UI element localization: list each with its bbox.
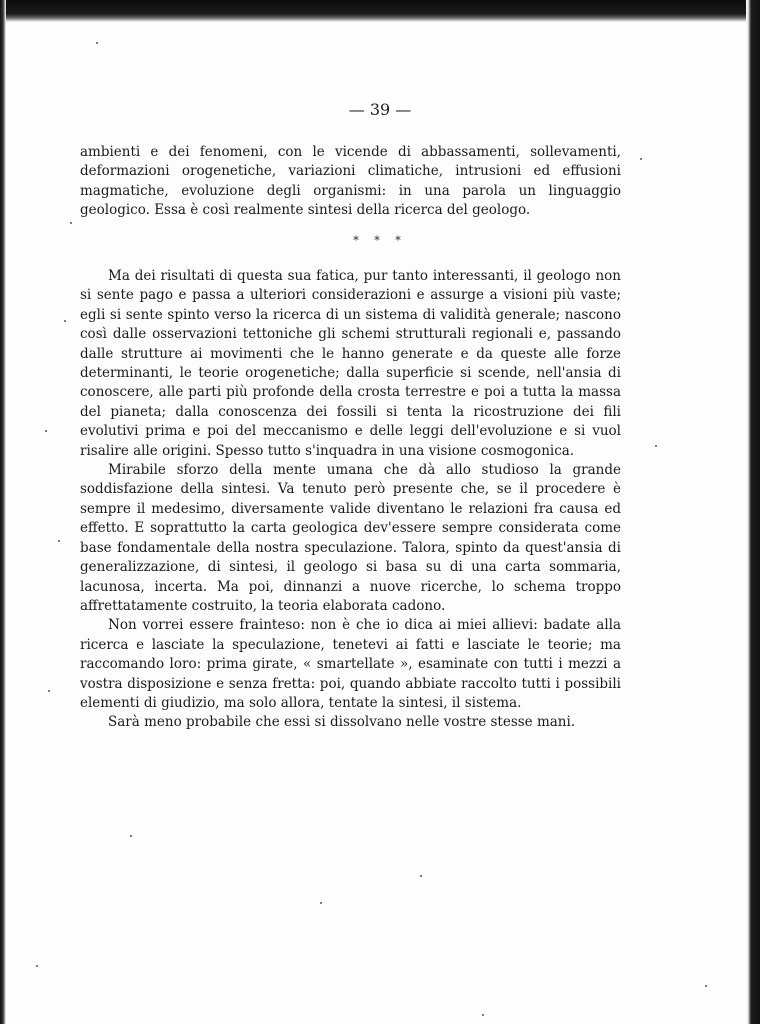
scan-left-edge (0, 0, 6, 1024)
scan-speck (705, 985, 707, 987)
scan-speck (70, 222, 72, 224)
paragraph: Non vorrei essere frainteso: non è che io dica ai miei allievi: badate alla ricerca e lasciate la speculazione, tenetevi ai fatti e lasciate le teorie; ma raccomando loro: prima girate, « smartellate », esaminate con tutti i mezzi a vostra disposizione e senza fretta: poi, quando abbiate raccolto tutti i possibili elementi di giudizio, ma solo allora, tentate la sintesi, il sistema. (80, 617, 621, 711)
scan-top-edge (0, 0, 760, 22)
paragraph-continued: ambienti e dei fenomeni, con le vicende di abbassamenti, sollevamenti, deformazioni orogenetiche, variazioni climatiche, intrusioni ed effusioni magmatiche, evoluzione degli organismi: in una parola un linguaggio geologico. Essa è così realmente sintesi della ricerca del geologo. (80, 144, 621, 219)
paragraph: Mirabile sforzo della mente umana che dà allo studioso la grande soddisfazione della sintesi. Va tenuto però presente che, se il procedere è sempre il medesimo, diversamente valide diventano le relazioni fra causa ed effetto. E soprattutto la carta geologica dev'essere sempre considerata come base fondamentale della nostra speculazione. Talora, spinto da quest'ansia di generalizzazione, di sintesi, il geologo si basa su di una carta sommaria, lacunosa, incerta. Ma poi, dinnanzi a nuove ricerche, lo schema troppo affrettatamente costruito, la teoria elaborata cadono. (80, 462, 621, 614)
scan-speck (58, 540, 60, 542)
scan-speck (48, 690, 50, 692)
scan-speck (640, 158, 642, 160)
scan-speck (130, 835, 132, 837)
scan-speck (45, 430, 47, 432)
scan-right-edge (746, 0, 760, 1024)
page-number: — 39 — (348, 100, 412, 119)
section-separator: * * * (353, 234, 407, 247)
paragraph: Sarà meno probabile che essi si dissolvano nelle vostre stesse mani. (108, 714, 576, 731)
scan-speck (64, 320, 66, 322)
scan-speck (482, 1014, 484, 1016)
paragraph: Ma dei risultati di questa sua fatica, pur tanto interessanti, il geologo non si sente pago e passa a ulteriori considerazioni e assurge a visioni più vaste; egli si sente spinto verso la ricerca di un sistema di validità generale; nascono così dalle osservazioni tettoniche gli schemi strutturali regionali e, passando dalle strutture ai movimenti che le hanno generate e da queste alle forze determinanti, le teorie orogenetiche; dalla superficie si scende, nell'ansia di conoscere, alle parti più profonde della crosta terrestre e poi a tutta la massa del pianeta; dalla conoscenza dei fossili si tenta la ricostruzione dei fili evolutivi prima e poi del meccanismo e delle leggi dell'evoluzione e si vuol risalire alle origini. Spesso tutto s'inquadra in una visione cosmogonica. (80, 268, 621, 459)
scan-speck (96, 42, 98, 44)
scan-speck (655, 445, 657, 447)
scan-speck (320, 902, 322, 904)
scan-speck (36, 965, 38, 967)
body-text (80, 267, 621, 733)
scan-speck (420, 875, 422, 877)
